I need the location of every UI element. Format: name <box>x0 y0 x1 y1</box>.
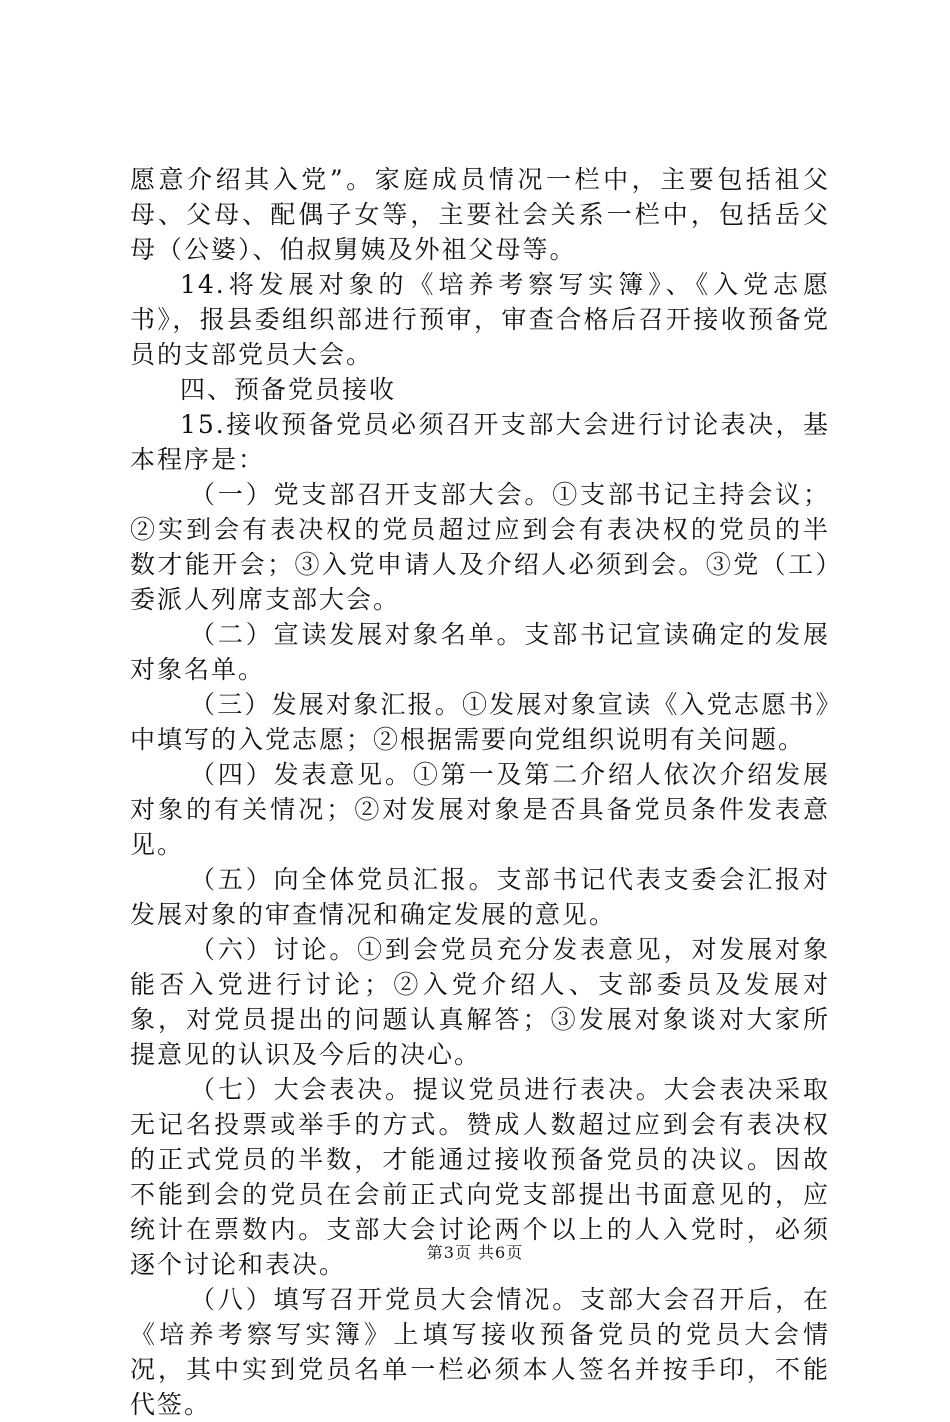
paragraph-continuation: 愿意介绍其入党”。家庭成员情况一栏中，主要包括祖父母、父母、配偶子女等，主要社会关系一栏中，包括岳父母（公婆）、伯叔舅姨及外祖父母等。 <box>130 165 830 264</box>
paragraph-item-15: 15.接收预备党员必须召开支部大会进行讨论表决，基本程序是： <box>130 410 830 474</box>
paragraph-step-8: （八）填写召开党员大会情况。支部大会召开后，在《培养考察写实簿》上填写接收预备党员的党员大会情况，其中实到党员名单一栏必须本人签名并按手印，不能代签。 <box>130 1285 830 1419</box>
paragraph-step-1: （一）党支部召开支部大会。①支部书记主持会议；②实到会有表决权的党员超过应到会有表决权的党员的半数才能开会；③入党申请人及介绍人必须到会。③党（工）委派人列席支部大会。 <box>130 480 830 614</box>
paragraph-step-6: （六）讨论。①到会党员充分发表意见，对发展对象能否入党进行讨论；②入党介绍人、支部委员及发展对象，对党员提出的问题认真解答；③发展对象谈对大家所提意见的认识及今后的决心。 <box>130 935 830 1069</box>
paragraph-step-2: （二）宣读发展对象名单。支部书记宣读确定的发展对象名单。 <box>130 620 830 684</box>
paragraph-step-7: （七）大会表决。提议党员进行表决。大会表决采取无记名投票或举手的方式。赞成人数超过应到会有表决权的正式党员的半数，才能通过接收预备党员的决议。因故不能到会的党员在会前正式向党支部提出书面意见的，应统计在票数内。支部大会讨论两个以上的人入党时，必须逐个讨论和表决。 <box>130 1075 830 1279</box>
page-number-footer: 第3页 共6页 <box>426 1243 524 1262</box>
paragraph-item-14: 14.将发展对象的《培养考察写实簿》、《入党志愿书》，报县委组织部进行预审，审查合格后召开接收预备党员的支部党员大会。 <box>130 270 830 369</box>
paragraph-step-4: （四）发表意见。①第一及第二介绍人依次介绍发展对象的有关情况；②对发展对象是否具备党员条件发表意见。 <box>130 760 830 859</box>
paragraph-step-5: （五）向全体党员汇报。支部书记代表支委会汇报对发展对象的审查情况和确定发展的意见。 <box>130 865 830 929</box>
section-heading: 四、预备党员接收 <box>180 375 397 404</box>
document-body <box>130 162 830 1422</box>
paragraph-step-3: （三）发展对象汇报。①发展对象宣读《入党志愿书》中填写的入党志愿；②根据需要向党组织说明有关问题。 <box>130 690 830 754</box>
